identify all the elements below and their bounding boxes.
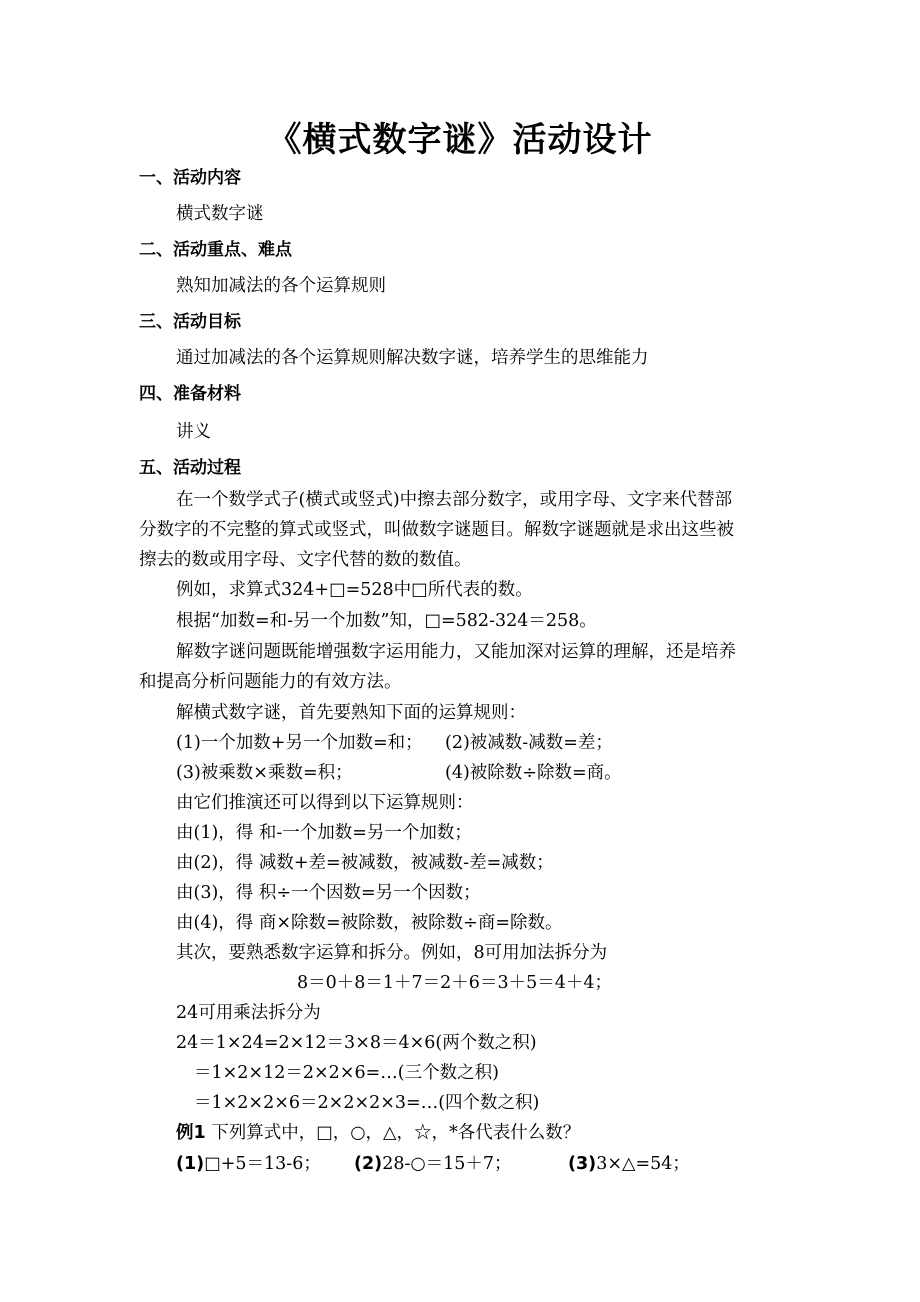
example-text: 下列算式中，□，○，△，☆，*各代表什么数？ xyxy=(205,1123,581,1143)
rule-item: (4)被除数÷除数=商。 xyxy=(445,763,622,783)
example-item xyxy=(568,1152,690,1176)
derived-rule: 由(1)，得 和-一个加数=另一个加数； xyxy=(176,823,472,843)
section-body-content: 横式数字谜 xyxy=(176,204,264,224)
paragraph-line: 解数字谜问题既能增强数字运用能力，又能加深对运算的理解，还是培养 xyxy=(176,642,736,662)
rule-item: (3)被乘数×乘数=积； xyxy=(176,763,353,783)
equation-line: ＝1×2×12＝2×2×6=…(三个数之积) xyxy=(194,1063,499,1083)
section-body-key-points: 熟知加减法的各个运算规则 xyxy=(176,276,386,296)
document-title: 《横式数字谜》活动设计 xyxy=(267,120,653,160)
paragraph-line: 其次，要熟悉数字运算和拆分。例如，8可用加法拆分为 xyxy=(176,943,608,963)
example-item xyxy=(354,1152,512,1176)
rule-item: (2)被减数-减数=差； xyxy=(445,733,613,753)
equation-line: 24＝1×24=2×12＝3×8＝4×6(两个数之积) xyxy=(176,1033,537,1053)
section-heading-content: 一、活动内容 xyxy=(139,168,241,188)
paragraph-line: 解横式数字谜，首先要熟知下面的运算规则： xyxy=(176,703,526,723)
paragraph-line: 24可用乘法拆分为 xyxy=(176,1003,321,1023)
paragraph-line: 由它们推演还可以得到以下运算规则： xyxy=(176,793,474,813)
example-item-number: (2) xyxy=(354,1154,383,1174)
example-item-number: (3) xyxy=(568,1154,597,1174)
example-label: 例1 xyxy=(176,1123,206,1143)
section-heading-materials: 四、准备材料 xyxy=(139,384,241,404)
example-item-expression: □+5＝13-6； xyxy=(204,1154,321,1174)
derived-rule: 由(2)，得 减数+差=被减数，被减数-差=减数； xyxy=(176,853,554,873)
paragraph-line: 例如，求算式324+□=528中□所代表的数。 xyxy=(176,580,533,600)
equation-line: 8＝0＋8＝1＋7＝2＋6＝3＋5＝4＋4； xyxy=(297,973,612,993)
example-item-expression: 3×△=54； xyxy=(596,1154,690,1174)
section-heading-process: 五、活动过程 xyxy=(139,458,241,478)
derived-rule: 由(4)，得 商×除数=被除数，被除数÷商=除数。 xyxy=(176,913,563,933)
paragraph-line: 分数字的不完整的算式或竖式，叫做数字谜题目。解数字谜题就是求出这些被 xyxy=(139,520,734,540)
example-item-number: (1) xyxy=(176,1154,205,1174)
section-heading-key-points: 二、活动重点、难点 xyxy=(139,240,292,260)
equation-line: ＝1×2×2×6＝2×2×2×3=…(四个数之积) xyxy=(194,1093,540,1113)
section-body-materials: 讲义 xyxy=(176,422,211,442)
paragraph-line: 和提高分析问题能力的有效方法。 xyxy=(139,672,402,692)
example-item-expression: 28-○＝15＋7； xyxy=(382,1154,512,1174)
derived-rule: 由(3)，得 积÷一个因数=另一个因数； xyxy=(176,883,481,903)
paragraph-line: 根据“加数=和-另一个加数”知，□=582-324＝258。 xyxy=(176,611,597,631)
section-heading-goals: 三、活动目标 xyxy=(139,312,241,332)
example-question xyxy=(176,1121,580,1145)
paragraph-line: 擦去的数或用字母、文字代替的数的数值。 xyxy=(139,550,472,570)
example-item xyxy=(176,1152,321,1176)
section-body-goals: 通过加减法的各个运算规则解决数字谜，培养学生的思维能力 xyxy=(176,348,649,368)
rule-item: (1)一个加数+另一个加数=和； xyxy=(176,733,423,753)
paragraph-line: 在一个数学式子(横式或竖式)中擦去部分数字，或用字母、文字来代替部 xyxy=(176,490,733,510)
